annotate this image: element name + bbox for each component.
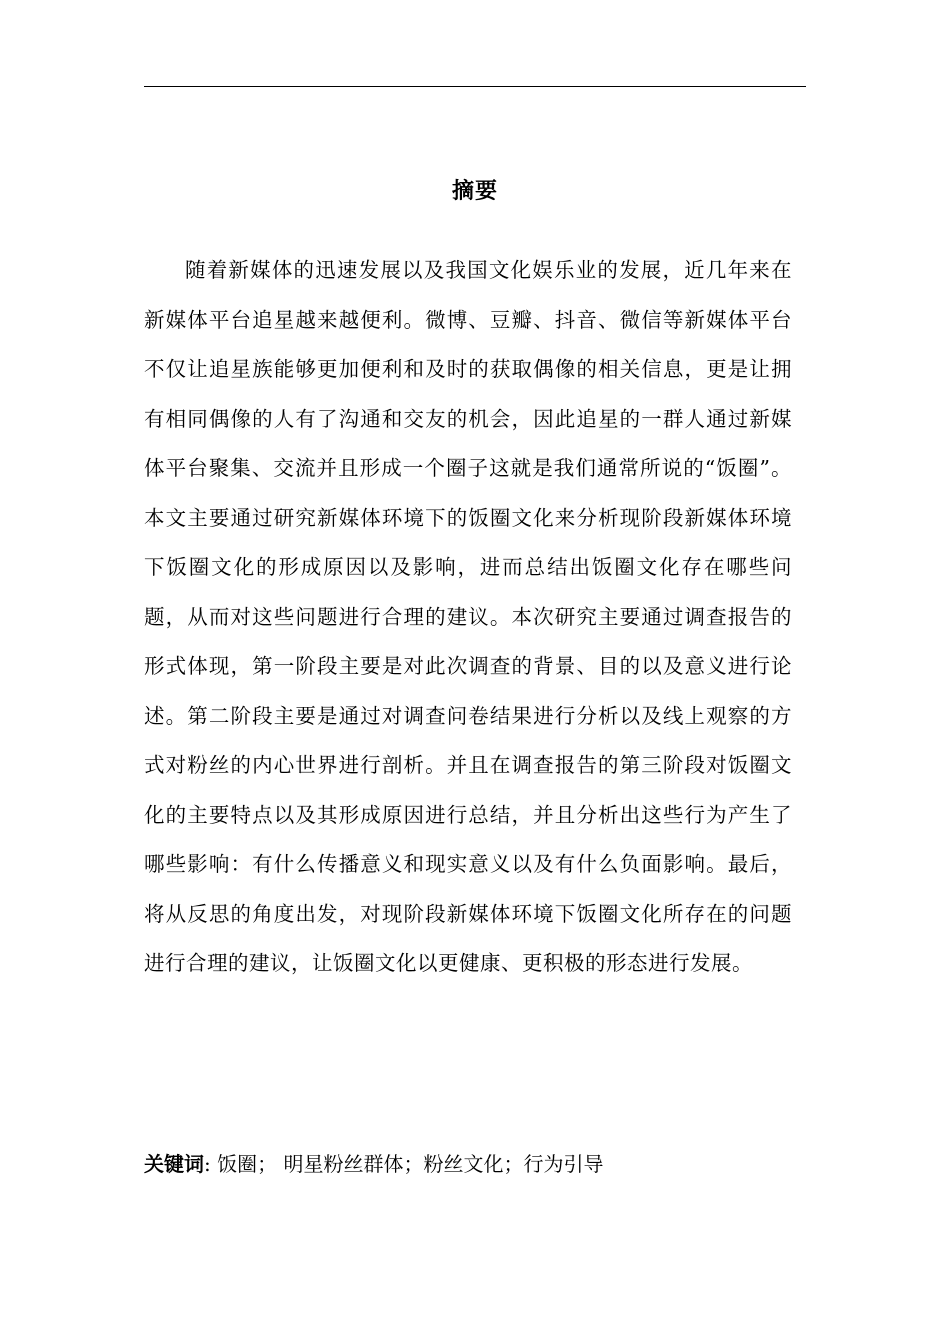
keywords-line — [144, 1144, 804, 1184]
abstract-body: 随着新媒体的迅速发展以及我国文化娱乐业的发展，近几年来在新媒体平台追星越来越便利。微博、豆瓣、抖音、微信等新媒体平台不仅让追星族能够更加便利和及时的获取偶像的相关信息，更是让拥有相同偶像的人有了沟通和交友的机会，因此追星的一群人通过新媒体平台聚集、交流并且形成一个圈子这就是我们通常所说的“饭圈”。本文主要通过研究新媒体环境下的饭圈文化来分析现阶段新媒体环境下饭圈文化的形成原因以及影响，进而总结出饭圈文化存在哪些问题，从而对这些问题进行合理的建议。本次研究主要通过调查报告的形式体现，第一阶段主要是对此次调查的背景、目的以及意义进行论述。第二阶段主要是通过对调查问卷结果进行分析以及线上观察的方式对粉丝的内心世界进行剖析。并且在调查报告的第三阶段对饭圈文化的主要特点以及其形成原因进行总结，并且分析出这些行为产生了哪些影响：有什么传播意义和现实意义以及有什么负面影响。最后，将从反思的角度出发，对现阶段新媒体环境下饭圈文化所存在的问题进行合理的建议，让饭圈文化以更健康、更积极的形态进行发展。 — [144, 258, 792, 975]
page-title: 摘要 — [451, 179, 498, 204]
header-rule — [144, 86, 806, 87]
keywords-label: 关键词 — [144, 1152, 204, 1176]
keywords-separator: : — [204, 1152, 211, 1176]
keywords-text: 饭圈； 明星粉丝群体；粉丝文化；行为引导 — [217, 1152, 604, 1176]
